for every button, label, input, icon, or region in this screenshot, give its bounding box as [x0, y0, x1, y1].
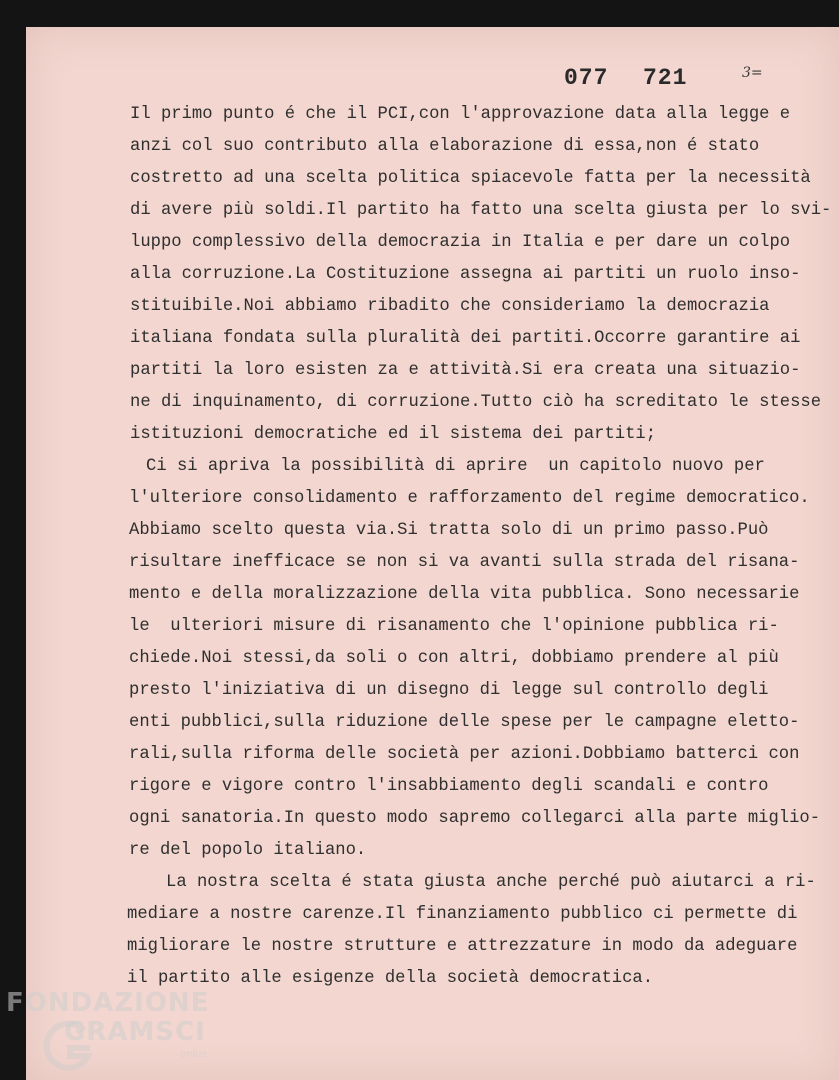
text-line: luppo complessivo della democrazia in Italia e per dare un colpo — [130, 233, 791, 252]
text-line: ne di inquinamento, di corruzione.Tutto ciò ha screditato le stesse — [130, 393, 822, 412]
text-line: ogni sanatoria.In questo modo sapremo collegarci alla parte miglio- — [129, 809, 821, 828]
text-line: di avere più soldi.Il partito ha fatto una scelta giusta per lo svi- — [130, 201, 832, 220]
text-line: Abbiamo scelto questa via.Si tratta solo di un primo passo.Può — [129, 521, 769, 540]
text-line: mento e della moralizzazione della vita pubblica. Sono necessarie — [129, 585, 800, 604]
watermark-line2: GRAMSCI — [64, 1017, 206, 1047]
fondazione-gramsci-watermark — [6, 988, 226, 1068]
text-line: alla corruzione.La Costituzione assegna ai partiti un ruolo inso- — [130, 265, 801, 284]
text-line: stituibile.Noi abbiamo ribadito che consideriamo la democrazia — [130, 297, 770, 316]
text-line: chiede.Noi stessi,da soli o con altri, dobbiamo prendere al più — [129, 649, 779, 668]
document-page — [26, 27, 839, 1080]
text-line: re del popolo italiano. — [129, 841, 367, 860]
text-line: le ulteriori misure di risanamento che l'opinione pubblica ri- — [129, 617, 779, 636]
typed-body-text — [26, 27, 839, 1080]
text-line: anzi col suo contributo alla elaborazione di essa,non é stato — [130, 137, 760, 156]
archive-number-part1: 077 — [564, 65, 609, 91]
text-line: il partito alle esigenze della società democratica. — [127, 969, 654, 988]
text-line: partiti la loro esisten za e attività.Si era creata una situazio- — [130, 361, 801, 380]
text-line: l'ulteriore consolidamento e rafforzamento del regime democratico. — [129, 489, 810, 508]
text-line: mediare a nostre carenze.Il finanziamento pubblico ci permette di — [127, 905, 798, 924]
text-line: migliorare le nostre strutture e attrezzature in modo da adeguare — [127, 937, 798, 956]
text-line: enti pubblici,sulla riduzione delle spese per le campagne eletto- — [129, 713, 800, 732]
archive-number-part2: 721 — [643, 65, 688, 91]
text-line: Il primo punto é che il PCI,con l'approvazione data alla legge e — [130, 105, 791, 124]
text-line: Ci si apriva la possibilità di aprire un capitolo nuovo per — [146, 457, 765, 476]
watermark-line1: FONDAZIONE — [6, 988, 210, 1018]
text-line: risultare inefficace se non si va avanti sulla strada del risana- — [129, 553, 800, 572]
watermark-line3: onlus — [180, 1049, 207, 1060]
text-line: presto l'iniziativa di un disegno di legge sul controllo degli — [129, 681, 769, 700]
text-line: La nostra scelta é stata giusta anche perché può aiutarci a ri- — [166, 873, 816, 892]
text-line: costretto ad una scelta politica spiacevole fatta per la necessità — [130, 169, 811, 188]
text-line: rali,sulla riforma delle società per azioni.Dobbiamo batterci con — [129, 745, 800, 764]
text-line: istituzioni democratiche ed il sistema dei partiti; — [130, 425, 657, 444]
text-line: italiana fondata sulla pluralità dei partiti.Occorre garantire ai — [130, 329, 801, 348]
page-mark: 3= — [742, 65, 763, 81]
text-line: rigore e vigore contro l'insabbiamento degli scandali e contro — [129, 777, 769, 796]
